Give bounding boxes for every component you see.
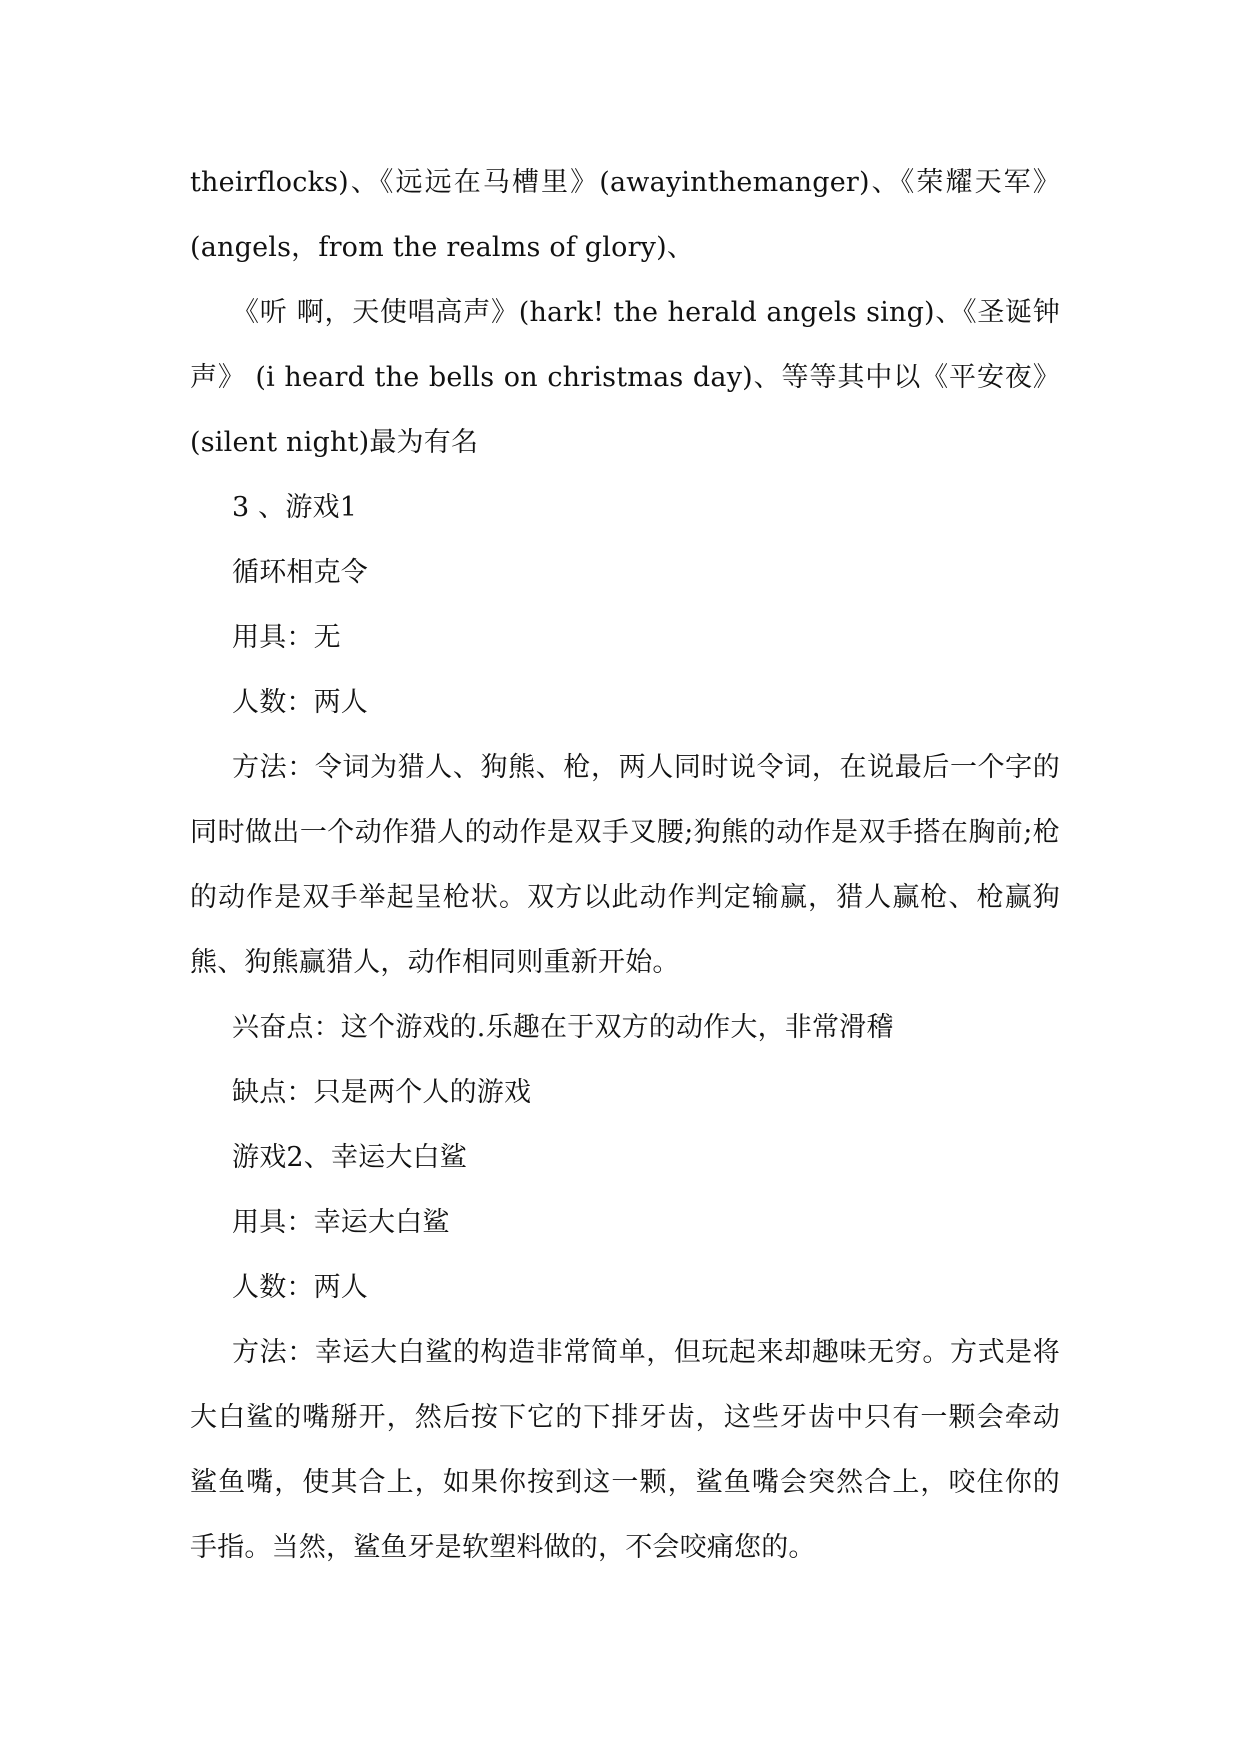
section-heading-game-1: 3 、游戏1 xyxy=(232,492,358,523)
section-heading-game-2: 游戏2、幸运大白鲨 xyxy=(232,1142,467,1173)
game-1-method: 方法：令词为猎人、狗熊、枪，两人同时说令词，在说最后一个字的同时做出一个动作猎人的动作是双手叉腰;狗熊的动作是双手搭在胸前;枪的动作是双手举起呈枪状。双方以此动作判定输赢，猎人赢枪、枪赢狗熊、狗熊赢猎人，动作相同则重新开始。 xyxy=(190,752,1060,978)
game-1-title: 循环相克令 xyxy=(232,557,368,588)
game-2-players: 人数：两人 xyxy=(232,1272,368,1303)
game-1-equipment: 用具：无 xyxy=(232,622,341,653)
paragraph-carols-silent-night: 《听 啊，天使唱高声》(hark! the herald angels sing)、《圣诞钟声》 (i heard the bells on christmas day)、等等其中以《平安夜》(silent night)最为有名 xyxy=(190,297,1060,458)
game-2-method: 方法：幸运大白鲨的构造非常简单，但玩起来却趣味无穷。方式是将大白鲨的嘴掰开，然后按下它的下排牙齿，这些牙齿中只有一颗会牵动鲨鱼嘴，使其合上，如果你按到这一颗，鲨鱼嘴会突然合上，咬住你的手指。当然，鲨鱼牙是软塑料做的，不会咬痛您的。 xyxy=(190,1337,1060,1563)
paragraph-carols-list: theirflocks)、《远远在马槽里》(awayinthemanger)、《荣耀天军》(angels，from the realms of glory)、 xyxy=(190,167,1060,263)
document-body xyxy=(190,150,1060,1580)
game-1-highlight: 兴奋点：这个游戏的.乐趣在于双方的动作大，非常滑稽 xyxy=(232,1012,894,1043)
game-2-equipment: 用具：幸运大白鲨 xyxy=(232,1207,450,1238)
game-1-players: 人数：两人 xyxy=(232,687,368,718)
game-1-drawback: 缺点：只是两个人的游戏 xyxy=(232,1077,532,1108)
